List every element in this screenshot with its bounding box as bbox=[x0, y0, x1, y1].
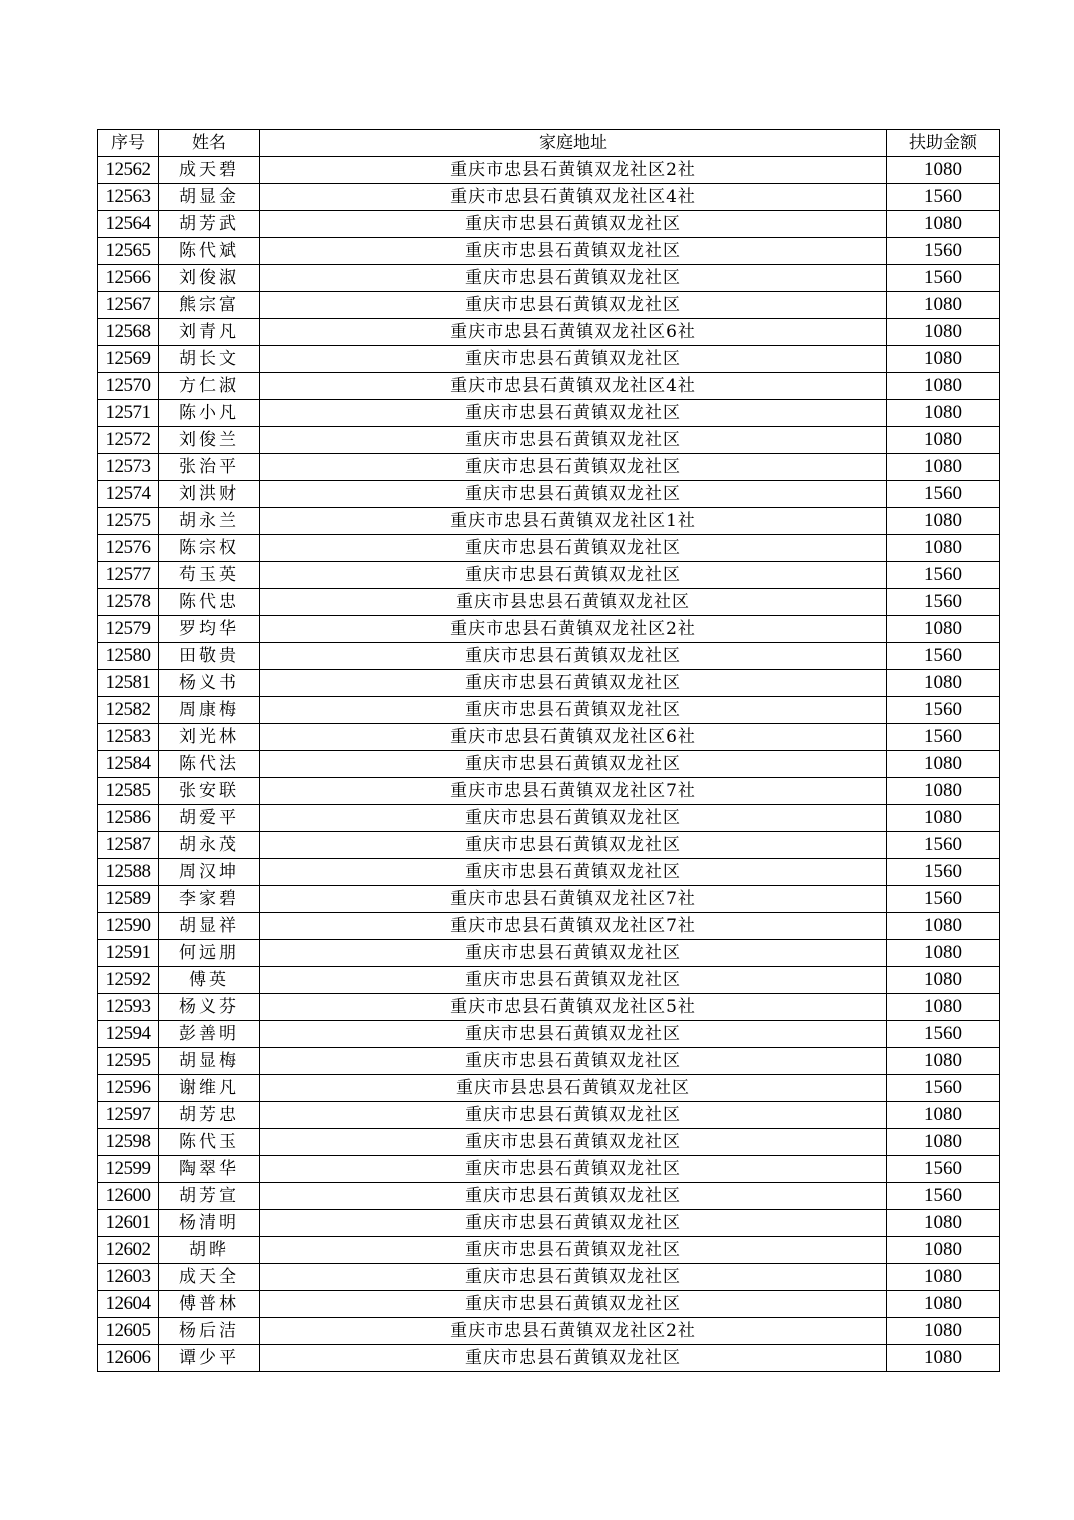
row-name: 陈代斌 bbox=[159, 238, 260, 265]
row-amount: 1080 bbox=[887, 1291, 1000, 1318]
row-address: 重庆市忠县石黄镇双龙社区 bbox=[260, 427, 887, 454]
row-name: 谭少平 bbox=[159, 1345, 260, 1372]
row-address: 重庆市忠县石黄镇双龙社区 bbox=[260, 562, 887, 589]
row-name: 刘洪财 bbox=[159, 481, 260, 508]
row-seq: 12606 bbox=[98, 1345, 159, 1372]
row-name: 成天全 bbox=[159, 1264, 260, 1291]
row-amount: 1080 bbox=[887, 1210, 1000, 1237]
row-seq: 12578 bbox=[98, 589, 159, 616]
table-row bbox=[98, 400, 1000, 427]
row-amount: 1080 bbox=[887, 1264, 1000, 1291]
row-seq: 12564 bbox=[98, 211, 159, 238]
row-seq: 12574 bbox=[98, 481, 159, 508]
table-row bbox=[98, 535, 1000, 562]
row-amount: 1080 bbox=[887, 319, 1000, 346]
table-row bbox=[98, 724, 1000, 751]
table-row bbox=[98, 1102, 1000, 1129]
row-address: 重庆市忠县石黄镇双龙社区 bbox=[260, 346, 887, 373]
table-row bbox=[98, 1156, 1000, 1183]
table-row bbox=[98, 967, 1000, 994]
table-row bbox=[98, 346, 1000, 373]
row-seq: 12605 bbox=[98, 1318, 159, 1345]
row-amount: 1080 bbox=[887, 805, 1000, 832]
row-name: 胡晔 bbox=[159, 1237, 260, 1264]
row-seq: 12597 bbox=[98, 1102, 159, 1129]
row-name: 张安联 bbox=[159, 778, 260, 805]
table-row bbox=[98, 1237, 1000, 1264]
roster-table bbox=[97, 129, 1000, 1372]
row-amount: 1080 bbox=[887, 157, 1000, 184]
row-amount: 1080 bbox=[887, 1237, 1000, 1264]
table-row bbox=[98, 1318, 1000, 1345]
row-seq: 12575 bbox=[98, 508, 159, 535]
row-seq: 12567 bbox=[98, 292, 159, 319]
row-name: 陈宗权 bbox=[159, 535, 260, 562]
table-row bbox=[98, 319, 1000, 346]
table-row bbox=[98, 913, 1000, 940]
row-name: 方仁淑 bbox=[159, 373, 260, 400]
row-amount: 1560 bbox=[887, 184, 1000, 211]
table-row bbox=[98, 1264, 1000, 1291]
row-address: 重庆市忠县石黄镇双龙社区 bbox=[260, 832, 887, 859]
row-name: 胡永兰 bbox=[159, 508, 260, 535]
table-row bbox=[98, 373, 1000, 400]
table-row bbox=[98, 427, 1000, 454]
row-seq: 12563 bbox=[98, 184, 159, 211]
row-address: 重庆市忠县石黄镇双龙社区4社 bbox=[260, 373, 887, 400]
row-amount: 1080 bbox=[887, 967, 1000, 994]
table-row bbox=[98, 562, 1000, 589]
row-amount: 1080 bbox=[887, 211, 1000, 238]
row-amount: 1080 bbox=[887, 1102, 1000, 1129]
row-amount: 1080 bbox=[887, 1048, 1000, 1075]
row-seq: 12599 bbox=[98, 1156, 159, 1183]
row-amount: 1080 bbox=[887, 1318, 1000, 1345]
row-seq: 12571 bbox=[98, 400, 159, 427]
row-name: 张治平 bbox=[159, 454, 260, 481]
row-address: 重庆市忠县石黄镇双龙社区7社 bbox=[260, 886, 887, 913]
row-seq: 12583 bbox=[98, 724, 159, 751]
table-row bbox=[98, 832, 1000, 859]
row-amount: 1560 bbox=[887, 481, 1000, 508]
row-name: 周汉坤 bbox=[159, 859, 260, 886]
row-name: 陈代玉 bbox=[159, 1129, 260, 1156]
row-address: 重庆市忠县石黄镇双龙社区2社 bbox=[260, 157, 887, 184]
row-amount: 1560 bbox=[887, 562, 1000, 589]
row-name: 陈代法 bbox=[159, 751, 260, 778]
row-name: 罗均华 bbox=[159, 616, 260, 643]
table-row bbox=[98, 292, 1000, 319]
row-seq: 12595 bbox=[98, 1048, 159, 1075]
row-address: 重庆市忠县石黄镇双龙社区7社 bbox=[260, 913, 887, 940]
row-address: 重庆市忠县石黄镇双龙社区 bbox=[260, 697, 887, 724]
row-seq: 12569 bbox=[98, 346, 159, 373]
row-amount: 1080 bbox=[887, 778, 1000, 805]
row-name: 胡显梅 bbox=[159, 1048, 260, 1075]
table-body bbox=[98, 157, 1000, 1372]
table-row bbox=[98, 1210, 1000, 1237]
table-row bbox=[98, 157, 1000, 184]
row-address: 重庆市忠县石黄镇双龙社区2社 bbox=[260, 1318, 887, 1345]
row-name: 傅普林 bbox=[159, 1291, 260, 1318]
row-address: 重庆市忠县石黄镇双龙社区 bbox=[260, 211, 887, 238]
row-seq: 12593 bbox=[98, 994, 159, 1021]
row-address: 重庆市忠县石黄镇双龙社区 bbox=[260, 859, 887, 886]
row-address: 重庆市忠县石黄镇双龙社区 bbox=[260, 454, 887, 481]
row-address: 重庆市忠县石黄镇双龙社区 bbox=[260, 670, 887, 697]
table-row bbox=[98, 670, 1000, 697]
row-address: 重庆市忠县石黄镇双龙社区 bbox=[260, 1129, 887, 1156]
row-address: 重庆市忠县石黄镇双龙社区 bbox=[260, 238, 887, 265]
row-amount: 1080 bbox=[887, 940, 1000, 967]
row-name: 成天碧 bbox=[159, 157, 260, 184]
row-address: 重庆市忠县石黄镇双龙社区1社 bbox=[260, 508, 887, 535]
row-seq: 12586 bbox=[98, 805, 159, 832]
row-name: 陈小凡 bbox=[159, 400, 260, 427]
table-row bbox=[98, 238, 1000, 265]
row-name: 杨清明 bbox=[159, 1210, 260, 1237]
row-amount: 1560 bbox=[887, 697, 1000, 724]
row-name: 胡芳忠 bbox=[159, 1102, 260, 1129]
table-row bbox=[98, 1291, 1000, 1318]
row-amount: 1080 bbox=[887, 292, 1000, 319]
row-seq: 12565 bbox=[98, 238, 159, 265]
row-address: 重庆市忠县石黄镇双龙社区 bbox=[260, 1264, 887, 1291]
header-seq: 序号 bbox=[98, 130, 159, 157]
row-name: 胡显祥 bbox=[159, 913, 260, 940]
row-seq: 12570 bbox=[98, 373, 159, 400]
row-seq: 12598 bbox=[98, 1129, 159, 1156]
row-amount: 1080 bbox=[887, 751, 1000, 778]
row-amount: 1080 bbox=[887, 535, 1000, 562]
row-address: 重庆市忠县石黄镇双龙社区6社 bbox=[260, 319, 887, 346]
row-name: 周康梅 bbox=[159, 697, 260, 724]
row-address: 重庆市忠县石黄镇双龙社区 bbox=[260, 1156, 887, 1183]
row-seq: 12589 bbox=[98, 886, 159, 913]
table-row bbox=[98, 994, 1000, 1021]
row-address: 重庆市忠县石黄镇双龙社区 bbox=[260, 1183, 887, 1210]
row-seq: 12568 bbox=[98, 319, 159, 346]
table-row bbox=[98, 211, 1000, 238]
row-address: 重庆市忠县石黄镇双龙社区 bbox=[260, 967, 887, 994]
row-amount: 1080 bbox=[887, 1345, 1000, 1372]
row-address: 重庆市忠县石黄镇双龙社区 bbox=[260, 1102, 887, 1129]
row-address: 重庆市忠县石黄镇双龙社区 bbox=[260, 805, 887, 832]
row-amount: 1560 bbox=[887, 265, 1000, 292]
row-address: 重庆市忠县石黄镇双龙社区 bbox=[260, 265, 887, 292]
row-address: 重庆市忠县石黄镇双龙社区 bbox=[260, 1021, 887, 1048]
row-address: 重庆市忠县石黄镇双龙社区4社 bbox=[260, 184, 887, 211]
row-seq: 12579 bbox=[98, 616, 159, 643]
table-row bbox=[98, 1129, 1000, 1156]
row-address: 重庆市忠县石黄镇双龙社区7社 bbox=[260, 778, 887, 805]
table-row bbox=[98, 454, 1000, 481]
row-seq: 12596 bbox=[98, 1075, 159, 1102]
row-amount: 1080 bbox=[887, 1129, 1000, 1156]
row-address: 重庆市忠县石黄镇双龙社区 bbox=[260, 1237, 887, 1264]
row-address: 重庆市忠县石黄镇双龙社区 bbox=[260, 940, 887, 967]
row-address: 重庆市忠县石黄镇双龙社区5社 bbox=[260, 994, 887, 1021]
row-seq: 12588 bbox=[98, 859, 159, 886]
row-name: 田敬贵 bbox=[159, 643, 260, 670]
table-row bbox=[98, 886, 1000, 913]
row-amount: 1080 bbox=[887, 400, 1000, 427]
row-amount: 1080 bbox=[887, 994, 1000, 1021]
row-name: 谢维凡 bbox=[159, 1075, 260, 1102]
row-name: 陶翠华 bbox=[159, 1156, 260, 1183]
row-name: 胡芳武 bbox=[159, 211, 260, 238]
row-address: 重庆市忠县石黄镇双龙社区 bbox=[260, 751, 887, 778]
row-amount: 1080 bbox=[887, 454, 1000, 481]
row-name: 杨后洁 bbox=[159, 1318, 260, 1345]
row-seq: 12572 bbox=[98, 427, 159, 454]
table-row bbox=[98, 1048, 1000, 1075]
row-amount: 1080 bbox=[887, 616, 1000, 643]
row-seq: 12587 bbox=[98, 832, 159, 859]
row-seq: 12582 bbox=[98, 697, 159, 724]
table-row bbox=[98, 184, 1000, 211]
row-address: 重庆市忠县石黄镇双龙社区 bbox=[260, 400, 887, 427]
row-seq: 12562 bbox=[98, 157, 159, 184]
table-row bbox=[98, 1021, 1000, 1048]
row-address: 重庆市县忠县石黄镇双龙社区 bbox=[260, 589, 887, 616]
row-amount: 1560 bbox=[887, 1156, 1000, 1183]
row-seq: 12602 bbox=[98, 1237, 159, 1264]
row-address: 重庆市忠县石黄镇双龙社区 bbox=[260, 535, 887, 562]
row-amount: 1080 bbox=[887, 670, 1000, 697]
row-seq: 12604 bbox=[98, 1291, 159, 1318]
row-address: 重庆市忠县石黄镇双龙社区 bbox=[260, 292, 887, 319]
row-seq: 12584 bbox=[98, 751, 159, 778]
row-seq: 12600 bbox=[98, 1183, 159, 1210]
row-name: 何远朋 bbox=[159, 940, 260, 967]
row-amount: 1560 bbox=[887, 643, 1000, 670]
table-row bbox=[98, 643, 1000, 670]
header-row bbox=[98, 130, 1000, 157]
table-row bbox=[98, 859, 1000, 886]
row-name: 傅英 bbox=[159, 967, 260, 994]
row-seq: 12594 bbox=[98, 1021, 159, 1048]
header-address: 家庭地址 bbox=[260, 130, 887, 157]
row-seq: 12573 bbox=[98, 454, 159, 481]
row-address: 重庆市忠县石黄镇双龙社区2社 bbox=[260, 616, 887, 643]
row-address: 重庆市忠县石黄镇双龙社区 bbox=[260, 1291, 887, 1318]
header-name: 姓名 bbox=[159, 130, 260, 157]
row-seq: 12592 bbox=[98, 967, 159, 994]
table-row bbox=[98, 481, 1000, 508]
row-name: 苟玉英 bbox=[159, 562, 260, 589]
row-seq: 12585 bbox=[98, 778, 159, 805]
row-address: 重庆市忠县石黄镇双龙社区 bbox=[260, 1048, 887, 1075]
row-seq: 12580 bbox=[98, 643, 159, 670]
row-name: 熊宗富 bbox=[159, 292, 260, 319]
row-amount: 1080 bbox=[887, 346, 1000, 373]
row-seq: 12591 bbox=[98, 940, 159, 967]
row-name: 胡永茂 bbox=[159, 832, 260, 859]
row-name: 刘青凡 bbox=[159, 319, 260, 346]
row-amount: 1080 bbox=[887, 427, 1000, 454]
row-name: 彭善明 bbox=[159, 1021, 260, 1048]
row-seq: 12566 bbox=[98, 265, 159, 292]
row-amount: 1560 bbox=[887, 724, 1000, 751]
table-row bbox=[98, 265, 1000, 292]
table-row bbox=[98, 508, 1000, 535]
row-address: 重庆市忠县石黄镇双龙社区 bbox=[260, 643, 887, 670]
table-row bbox=[98, 778, 1000, 805]
row-name: 杨义芬 bbox=[159, 994, 260, 1021]
table-row bbox=[98, 1075, 1000, 1102]
row-name: 胡显金 bbox=[159, 184, 260, 211]
row-seq: 12576 bbox=[98, 535, 159, 562]
row-name: 胡爱平 bbox=[159, 805, 260, 832]
row-seq: 12581 bbox=[98, 670, 159, 697]
table-row bbox=[98, 805, 1000, 832]
row-amount: 1560 bbox=[887, 589, 1000, 616]
row-seq: 12603 bbox=[98, 1264, 159, 1291]
row-amount: 1080 bbox=[887, 373, 1000, 400]
row-seq: 12590 bbox=[98, 913, 159, 940]
row-name: 李家碧 bbox=[159, 886, 260, 913]
table-row bbox=[98, 1183, 1000, 1210]
row-seq: 12577 bbox=[98, 562, 159, 589]
row-amount: 1560 bbox=[887, 859, 1000, 886]
table-row bbox=[98, 751, 1000, 778]
row-address: 重庆市县忠县石黄镇双龙社区 bbox=[260, 1075, 887, 1102]
table-row bbox=[98, 940, 1000, 967]
row-amount: 1560 bbox=[887, 1021, 1000, 1048]
row-name: 胡芳宣 bbox=[159, 1183, 260, 1210]
row-amount: 1560 bbox=[887, 238, 1000, 265]
row-address: 重庆市忠县石黄镇双龙社区 bbox=[260, 1210, 887, 1237]
row-name: 刘光林 bbox=[159, 724, 260, 751]
row-amount: 1560 bbox=[887, 832, 1000, 859]
row-name: 胡长文 bbox=[159, 346, 260, 373]
row-name: 刘俊淑 bbox=[159, 265, 260, 292]
table-row bbox=[98, 1345, 1000, 1372]
row-address: 重庆市忠县石黄镇双龙社区 bbox=[260, 1345, 887, 1372]
row-address: 重庆市忠县石黄镇双龙社区 bbox=[260, 481, 887, 508]
row-amount: 1560 bbox=[887, 1075, 1000, 1102]
row-name: 刘俊兰 bbox=[159, 427, 260, 454]
row-amount: 1560 bbox=[887, 886, 1000, 913]
table-row bbox=[98, 697, 1000, 724]
row-name: 陈代忠 bbox=[159, 589, 260, 616]
row-amount: 1080 bbox=[887, 913, 1000, 940]
row-address: 重庆市忠县石黄镇双龙社区6社 bbox=[260, 724, 887, 751]
table-row bbox=[98, 589, 1000, 616]
row-seq: 12601 bbox=[98, 1210, 159, 1237]
row-name: 杨义书 bbox=[159, 670, 260, 697]
row-amount: 1560 bbox=[887, 1183, 1000, 1210]
header-amount: 扶助金额 bbox=[887, 130, 1000, 157]
table-row bbox=[98, 616, 1000, 643]
row-amount: 1080 bbox=[887, 508, 1000, 535]
